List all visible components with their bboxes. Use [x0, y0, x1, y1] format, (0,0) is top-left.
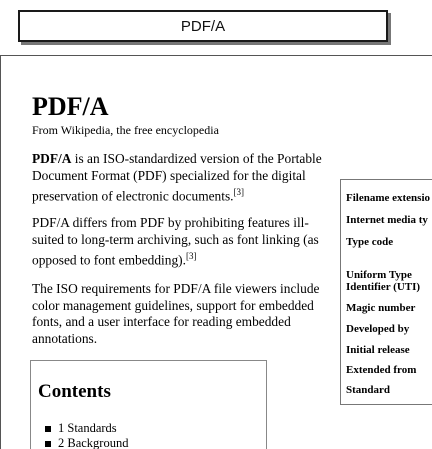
paragraph-requirements [32, 281, 332, 347]
toc-item-label: 2 Background [58, 436, 129, 449]
infobox-label-internet-media-type: Internet media ty [346, 214, 428, 226]
infobox-label-initial-release: Initial release [346, 344, 410, 356]
toc-item-standards[interactable] [58, 421, 117, 435]
infobox-label-standard: Standard [346, 384, 391, 396]
article-page[interactable] [0, 55, 432, 449]
window-titlebar [18, 10, 388, 42]
paragraph-differences [32, 215, 332, 269]
paragraph-text: PDF/A differs from PDF by prohibiting features ill-suited to long-term archiving, such as font linking (as opposed to font embedding). [32, 215, 319, 268]
toc-item-label: 1 Standards [58, 421, 117, 435]
infobox [340, 179, 432, 405]
citation-link[interactable]: [3] [233, 187, 245, 198]
page-title: PDF/A [32, 92, 109, 121]
intro-paragraph [32, 151, 332, 205]
infobox-label-filename-extension: Filename extensio [346, 192, 431, 204]
intro-text: is an ISO-standardized version of the Portable Document Format (PDF) specialized for the digital preservation of electronic documents. [32, 151, 322, 204]
infobox-label-magic-number: Magic number [346, 302, 416, 314]
infobox-label-developed-by: Developed by [346, 323, 410, 335]
bullet-icon [45, 441, 51, 447]
window-title: PDF/A [180, 17, 226, 35]
infobox-label-extended-from: Extended from [346, 364, 417, 376]
bullet-icon [45, 426, 51, 432]
page-tagline: From Wikipedia, the free encyclopedia [32, 123, 219, 137]
toc-title: Contents [38, 381, 111, 402]
paragraph-text: The ISO requirements for PDF/A file viewers include color management guidelines, support for embedded fonts, and a user interface for reading embedded annotations. [32, 281, 320, 346]
table-of-contents [30, 360, 267, 449]
intro-bold-term: PDF/A [32, 151, 72, 166]
citation-link[interactable]: [3] [185, 251, 197, 262]
infobox-label-uti-line1: Uniform Type [346, 269, 412, 281]
toc-item-background[interactable] [58, 436, 128, 449]
infobox-label-uti-line2: Identifier (UTI) [346, 281, 421, 293]
infobox-label-type-code: Type code [346, 236, 394, 248]
